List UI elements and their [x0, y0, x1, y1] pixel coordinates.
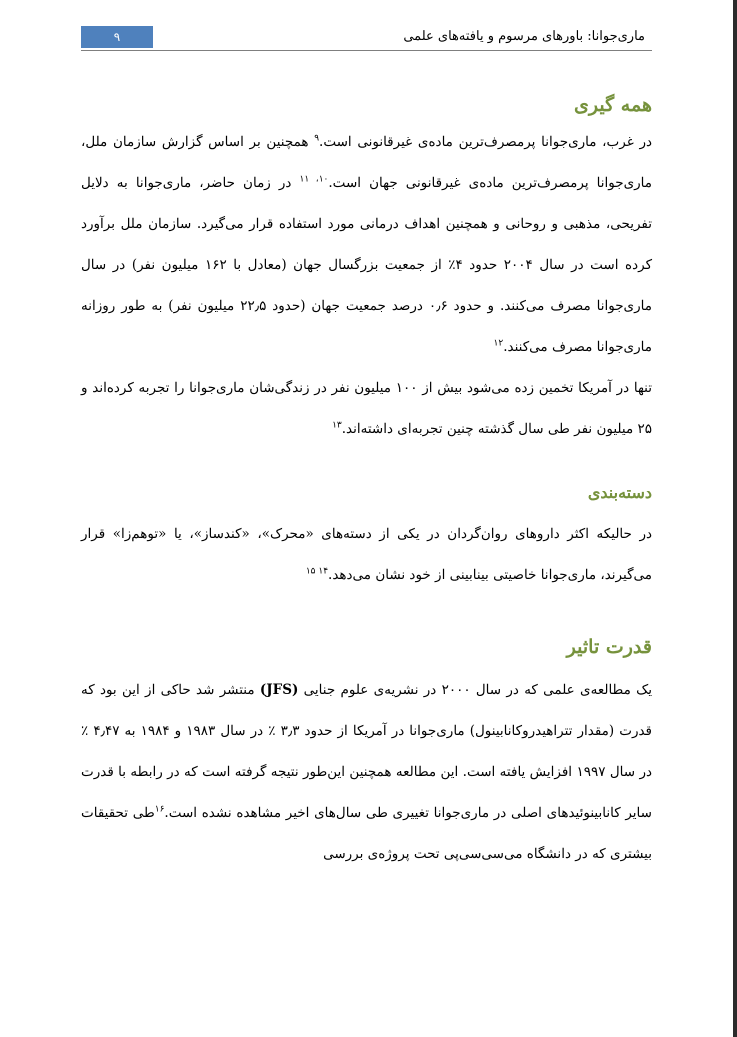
footnote-ref[interactable]: ۱۰، ۱۱ [299, 174, 329, 185]
footnote-ref[interactable]: ۱۶ [154, 804, 165, 815]
paragraph-text: طی تحقیقات بیشتری که در دانشگاه می‌سی‌سی‌پی تحت پروژه‌ی بررسی [81, 805, 652, 862]
paragraph-text: در حالیکه اکثر داروهای روان‌گردان در یکی از دسته‌های «محرک»، «کندساز»، یا «توهم‌زا» قرار می‌گیرند، ماری‌جوانا خاصیتی بینابینی از خود نشان می‌دهد. [81, 526, 652, 583]
journal-abbreviation: (JFS) [259, 682, 299, 698]
paragraph-text: منتشر شد حاکی از این بود که قدرت (مقدار تتراهیدروکانابینول) ماری‌جوانا در آمریکا از حدود ۳٫۳ ٪ در سال ۱۹۸۳ و ۱۹۸۴ به ۴٫۴۷ ٪ در سال ۱۹۹۷ افزایش یافته است. این مطالعه همچنین این‌طور نتیجه گرفته است که در رابطه با قدرت سایر کانابینوئیدهای اصلی در ماری‌جوانا تغییری طی سال‌های اخیر مشاهده نشده است. [81, 682, 653, 821]
paragraph-prevalence-1 [81, 122, 652, 368]
page-number: ۹ [81, 26, 153, 48]
footnote-ref[interactable]: ۱۳ [332, 420, 342, 431]
paragraph-text: یک مطالعه‌ی علمی که در سال ۲۰۰۰ در نشریه‌ی علوم جنایی [298, 682, 652, 698]
footnote-ref[interactable]: ۹ [314, 133, 320, 144]
paragraph-prevalence-2 [81, 368, 652, 450]
header-divider [81, 50, 652, 51]
paragraph-text: در غرب، ماری‌جوانا پرمصرف‌ترین ماده‌ی غیرقانونی است. [319, 134, 652, 150]
page-edge-rule [733, 0, 737, 1037]
section-title-potency: قدرت تاثیر [566, 636, 652, 658]
running-title: ماری‌جوانا: باورهای مرسوم و یافته‌های علمی [403, 29, 645, 44]
footnote-ref[interactable]: ۱۴ ۱۵ [305, 566, 329, 577]
paragraph-text: تنها در آمریکا تخمین زده می‌شود بیش از ۱۰۰ میلیون نفر در زندگی‌شان ماری‌جوانا را تجربه کرده‌اند و ۲۵ میلیون نفر طی سال گذشته چنین تجربه‌ای داشته‌اند. [81, 380, 653, 437]
paragraph-text: در زمان حاضر، ماری‌جوانا به دلایل تفریحی، مذهبی و روحانی و همچنین اهداف درمانی مورد استفاده قرار می‌گیرد. سازمان ملل برآورد کرده است در سال ۲۰۰۴ حدود ۴٪ از جمعیت بزرگسال جهان (معادل با ۱۶۲ میلیون نفر) در سال ماری‌جوانا مصرف می‌کنند. و حدود ۰٫۶ درصد جمعیت جهان (حدود ۲۲٫۵ میلیون نفر) به طور روزانه ماری‌جوانا مصرف می‌کنند. [81, 175, 652, 355]
footnote-ref[interactable]: ۱۲ [493, 338, 504, 349]
section-title-classification: دسته‌بندی [587, 483, 652, 502]
section-title-prevalence: همه گیری [574, 94, 652, 116]
paragraph-classification [81, 514, 652, 596]
paragraph-potency [81, 670, 652, 875]
page-body [81, 88, 652, 875]
paragraph-text: همچنین بر اساس گزارش سازمان ملل، ماری‌جوانا پرمصرف‌ترین ماده‌ی غیرقانونی جهان است. [81, 134, 653, 191]
